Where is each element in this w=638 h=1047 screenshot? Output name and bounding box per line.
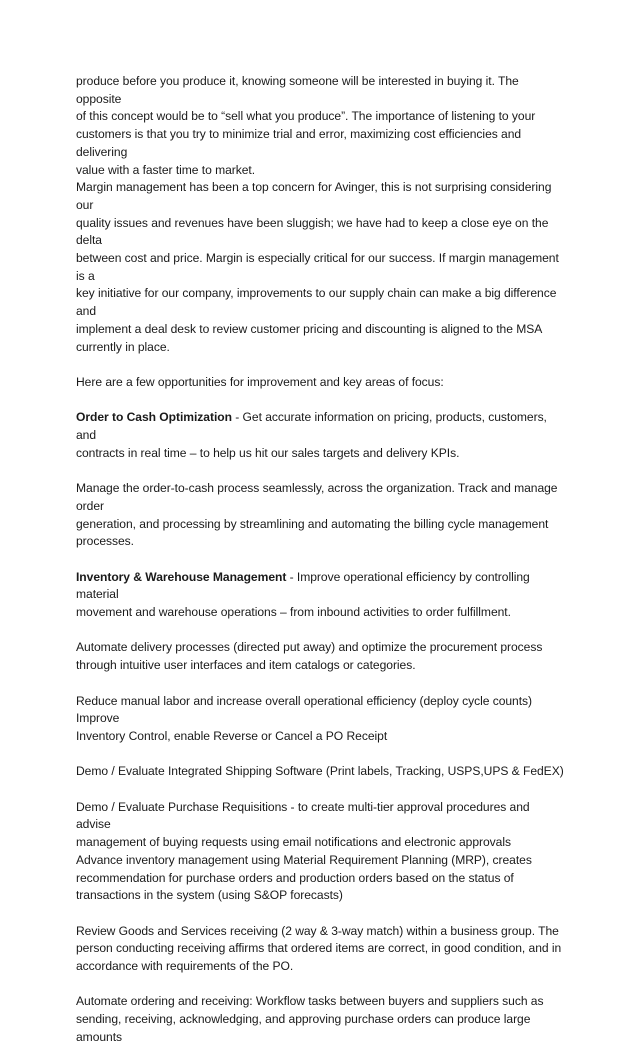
paragraph-order-to-cash (76, 409, 566, 462)
paragraph-inventory (76, 569, 566, 622)
paragraph-demo-shipping (76, 763, 566, 781)
text-line: currently in place. (76, 339, 170, 354)
text-line: quality issues and revenues have been sluggish; we have had to keep a close eye on the delta (76, 215, 549, 248)
text-line: accordance with requirements of the PO. (76, 959, 294, 974)
text-line: Inventory Control, enable Reverse or Cancel a PO Receipt (76, 728, 388, 743)
paragraph-opportunities (76, 374, 566, 392)
text-line: key initiative for our company, improvements to our supply chain can make a big difference and (76, 286, 557, 319)
section-heading-inventory: Inventory & Warehouse Management (76, 569, 287, 584)
text-line: movement and warehouse operations – from inbound activities to order fulfillment. (76, 605, 511, 620)
text-line: Demo / Evaluate Integrated Shipping Software (Print labels, Tracking, USPS,UPS & FedEX) (76, 764, 564, 779)
text-line: of this concept would be to “sell what you produce”. The importance of listening to your (76, 109, 536, 124)
text-line: management of buying requests using email notifications and electronic approvals (76, 835, 511, 850)
paragraph-reduce-labor (76, 693, 566, 746)
paragraph-automate-ordering (76, 993, 566, 1046)
section-heading-order-to-cash: Order to Cash Optimization (76, 410, 232, 425)
paragraph-demo-requisitions (76, 799, 566, 905)
text-line: transactions in the system (using S&OP forecasts) (76, 888, 343, 903)
text-line: produce before you produce it, knowing someone will be interested in buying it. The opposite (76, 74, 519, 106)
paragraph-intro (76, 73, 566, 356)
text-line: Advance inventory management using Material Requirement Planning (MRP), creates (76, 852, 532, 867)
text-line: value with a faster time to market. (76, 162, 256, 177)
text-line: contracts in real time – to help us hit our sales targets and delivery KPIs. (76, 445, 460, 460)
text-line: Review Goods and Services receiving (2 way & 3-way match) within a business group. The (76, 923, 559, 938)
heading-line-rest: - Improve operational efficiency by controlling material (76, 569, 530, 602)
text-line: Automate ordering and receiving: Workflow tasks between buyers and suppliers such as (76, 994, 544, 1009)
text-line: person conducting receiving affirms that ordered items are correct, in good condition, and in (76, 941, 562, 956)
text-line: between cost and price. Margin is especially critical for our success. If margin management is a (76, 251, 559, 283)
text-line: Reduce manual labor and increase overall operational efficiency (deploy cycle counts) Improve (76, 693, 533, 726)
document-body (76, 73, 566, 1047)
text-line: implement a deal desk to review customer pricing and discounting is aligned to the MSA (76, 321, 543, 336)
text-line: through intuitive user interfaces and item catalogs or categories. (76, 658, 416, 673)
text-line: Here are a few opportunities for improvement and key areas of focus: (76, 374, 444, 389)
text-line: Manage the order-to-cash process seamlessly, across the organization. Track and manage order (76, 481, 558, 513)
paragraph-review-goods (76, 923, 566, 976)
heading-line-rest: - Get accurate information on pricing, products, customers, and (76, 410, 547, 443)
text-line (76, 409, 566, 444)
paragraph-automate-delivery (76, 639, 566, 674)
text-line (76, 569, 566, 604)
text-line: Demo / Evaluate Purchase Requisitions - to create multi-tier approval procedures and advise (76, 799, 530, 832)
text-line: recommendation for purchase orders and production orders based on the status of (76, 870, 514, 885)
text-line: generation, and processing by streamlining and automating the billing cycle management (76, 516, 549, 531)
text-line: processes. (76, 534, 134, 549)
text-line: sending, receiving, acknowledging, and approving purchase orders can produce large amounts (76, 1012, 531, 1044)
text-line: Margin management has been a top concern for Avinger, this is not surprising considering our (76, 180, 552, 212)
text-line: Automate delivery processes (directed put away) and optimize the procurement process (76, 640, 543, 655)
text-line: customers is that you try to minimize trial and error, maximizing cost efficiencies and delivering (76, 127, 522, 159)
paragraph-manage-o2c (76, 480, 566, 551)
